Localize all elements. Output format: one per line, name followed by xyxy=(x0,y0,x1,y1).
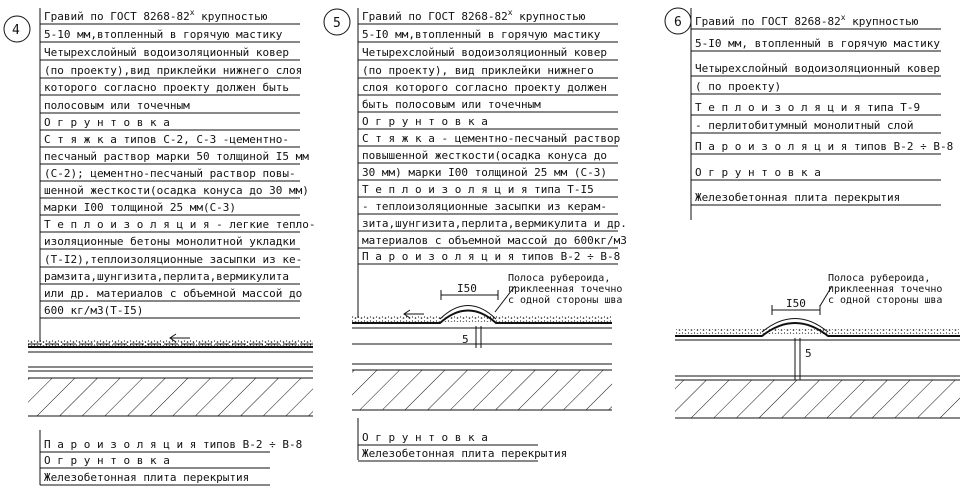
note-line: полосовым или точечным xyxy=(44,99,190,112)
gravel-suffix: крупностью xyxy=(512,10,586,23)
roof-section xyxy=(352,272,622,410)
note-line: Четырехслойный водоизоляционный ковер xyxy=(695,62,941,75)
note-line: П а р о и з о л я ц и я типов В-2 ÷ В-8 xyxy=(695,140,954,153)
note-line: (по проекту), вид приклейки нижнего xyxy=(362,64,594,77)
note-line: 5-10 мм,втопленный в горячую мастику xyxy=(44,28,283,41)
note-line: О г р у н т о в к а xyxy=(362,115,488,128)
callout-line: приклеенная точечно xyxy=(828,284,943,295)
dimension-gap: 5 xyxy=(462,333,469,346)
note-line: 30 мм) марки I00 толщиной 25 мм (С-3) xyxy=(362,166,608,179)
gravel-layer xyxy=(352,316,612,322)
slab-hatch xyxy=(675,380,960,418)
note-line: С т я ж к а типов С-2, С-3 -цементно- xyxy=(44,133,290,146)
callout-text xyxy=(508,272,622,306)
top-notes xyxy=(691,13,953,205)
note-line: марки I00 толщиной 25 мм(С-3) xyxy=(44,201,237,214)
gravel-layer xyxy=(28,340,313,346)
callout-text xyxy=(828,272,942,306)
slab-hatch xyxy=(28,378,313,416)
gravel-superscript: x xyxy=(840,13,846,22)
note-line: песчаный раствор марки 50 толщиной I5 мм xyxy=(44,150,309,163)
detail-number: 4 xyxy=(12,23,20,38)
detail-number: 6 xyxy=(674,15,682,30)
note-line: материалов с объемной массой до 600кг/м3 xyxy=(362,234,627,247)
callout-line: приклеенная точечно xyxy=(508,284,623,295)
note-line: 5-I0 мм,втопленный в горячую мастику xyxy=(362,28,601,41)
bottom-notes xyxy=(40,438,302,485)
note-line: или др. материалов с объемной массой до xyxy=(44,287,303,300)
note-line: Железобетонная плита перекрытия xyxy=(44,471,250,484)
note-line: - перлитобитумный монолитный слой xyxy=(695,119,914,132)
note-line: О г р у н т о в к а xyxy=(44,116,170,129)
slab-hatch xyxy=(352,370,612,410)
note-line: ( по проекту) xyxy=(695,80,782,93)
note-line: (по проекту),вид приклейки нижнего слоя xyxy=(44,64,303,77)
note-line: Железобетонная плита перекрытия xyxy=(362,447,568,460)
detail-6 xyxy=(665,8,960,418)
note-line: Т е п л о и з о л я ц и я типа Т-9 xyxy=(695,101,921,114)
note-line: - теплоизоляционные засыпки из керам- xyxy=(362,200,608,213)
note-line: С т я ж к а - цементно-песчаный раствор xyxy=(362,132,621,145)
note-line: П а р о и з о л я ц и я типов В-2 ÷ В-8 xyxy=(44,438,303,451)
note-line: слоя которого согласно проекту должен xyxy=(362,81,608,94)
note-line: быть полосовым или точечным xyxy=(362,98,541,111)
note-line: О г р у н т о в к а xyxy=(695,166,821,179)
gravel-superscript: x xyxy=(507,8,513,17)
note-line: Четырехслойный водоизоляционный ковер xyxy=(44,46,290,59)
top-notes xyxy=(40,8,316,318)
gravel-superscript: x xyxy=(189,8,195,17)
callout-line: Полоса рубероида, xyxy=(828,273,931,284)
gravel-suffix: крупностью xyxy=(845,15,919,28)
note-line: шенной жесткости(осадка конуса до 30 мм) xyxy=(44,184,309,197)
callout-line: с одной стороны шва xyxy=(828,295,943,306)
note-line: Четырехслойный водоизоляционный ковер xyxy=(362,46,608,59)
note-line: Гравий по ГОСТ 8268-82$^x$ крупностью xyxy=(44,8,268,23)
note-line: Железобетонная плита перекрытия xyxy=(695,191,901,204)
note-line: 600 кг/м3(Т-I5) xyxy=(44,304,144,317)
note-line: Т е п л о и з о л я ц и я - легкие тепло- xyxy=(44,218,316,231)
bottom-notes xyxy=(358,431,567,461)
note-line: повышенной жесткости(осадка конуса до xyxy=(362,149,608,162)
gravel-suffix: крупностью xyxy=(194,10,268,23)
note-line: которого согласно проекту должен быть xyxy=(44,81,290,94)
dimension-strip-width: I50 xyxy=(786,297,806,310)
note-line: П а р о и з о л я ц и я типов В-2 ÷ В-8 xyxy=(362,250,621,263)
note-line: зита,шунгизита,перлита,вермикулита и др. xyxy=(362,217,627,230)
note-line: О г р у н т о в к а xyxy=(362,431,488,444)
note-line: Т е п л о и з о л я ц и я типа Т-I5 xyxy=(362,183,594,196)
note-line: 5-I0 мм, втопленный в горячую мастику xyxy=(695,37,941,50)
note-line: рамзита,шунгизита,перлита,вермикулита xyxy=(44,270,290,283)
detail-4 xyxy=(4,8,316,485)
callout-line: с одной стороны шва xyxy=(508,295,623,306)
dimension-strip-width: I50 xyxy=(457,282,477,295)
note-line: изоляционные бетоны монолитной укладки xyxy=(44,235,296,248)
note-line: (Т-I2),теплоизоляционные засыпки из ке- xyxy=(44,253,303,266)
note-line: О г р у н т о в к а xyxy=(44,454,170,467)
note-line: (С-2); цементно-песчаный раствор повы- xyxy=(44,167,296,180)
roof-section xyxy=(28,334,313,416)
note-line: Гравий по ГОСТ 8268-82$^x$ крупностью xyxy=(362,8,586,23)
detail-number: 5 xyxy=(333,16,341,31)
top-notes xyxy=(358,8,627,264)
detail-5 xyxy=(324,8,627,461)
callout-line: Полоса рубероида, xyxy=(508,273,611,284)
note-line: Гравий по ГОСТ 8268-82$^x$ крупностью xyxy=(695,13,919,28)
dimension-gap: 5 xyxy=(805,347,812,360)
roof-section xyxy=(675,272,960,418)
